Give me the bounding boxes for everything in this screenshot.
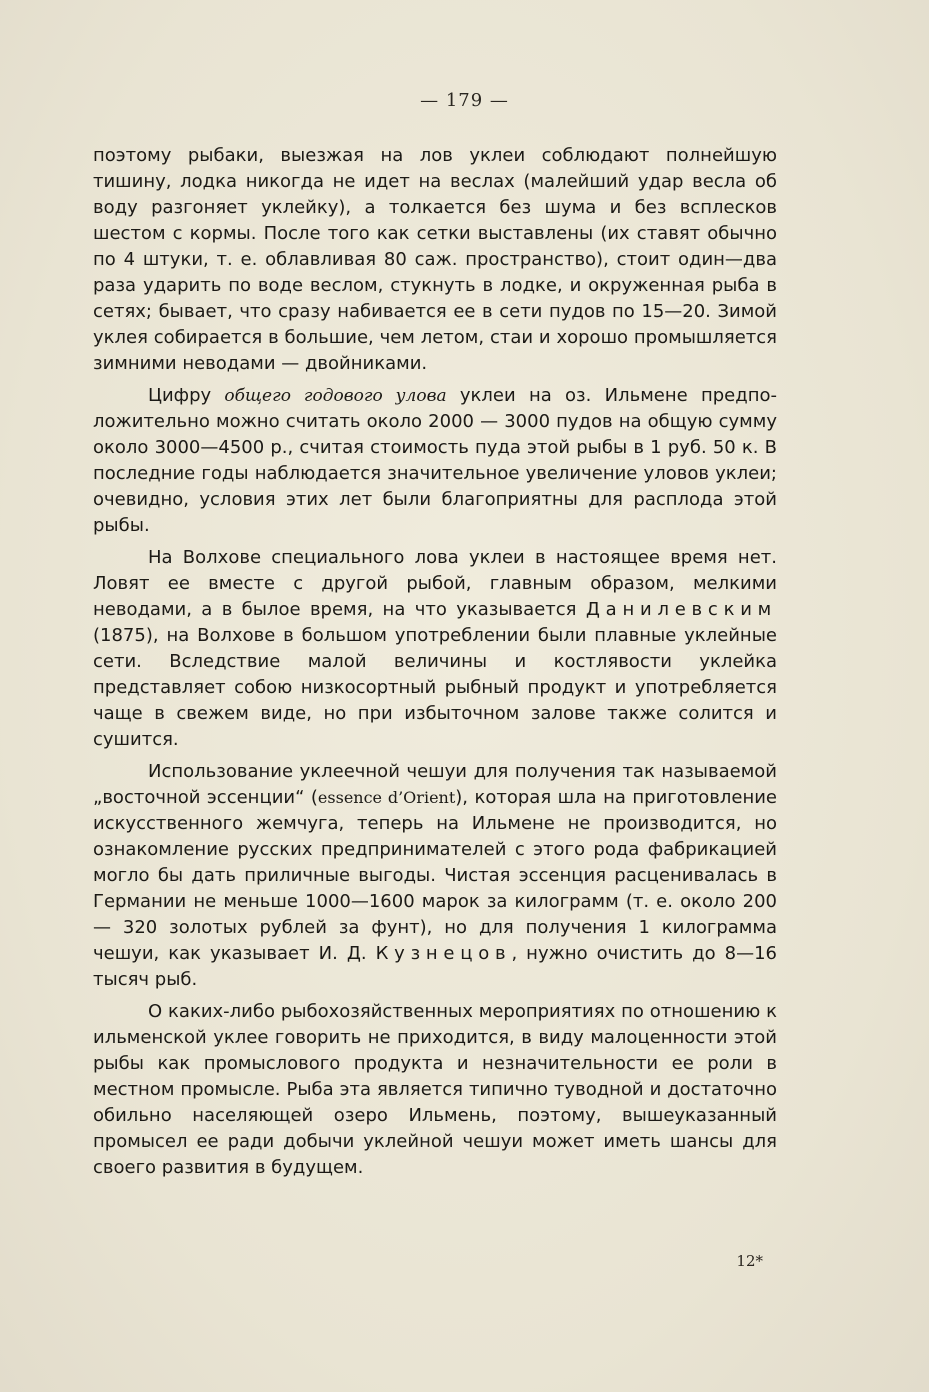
paragraph [93, 999, 777, 1181]
paragraph-text: О каких-либо рыбохозяйственных мероприятиях по отношению к ильменской уклее говорить не приходится, в виду малоценности этой рыбы как промыслового продукта и незначительности ее роли в местном промысле. Рыба эта является типично туводной и достаточно обильно населяющей озеро Ильмень, поэтому, вышеуказанный промысел ее ради добычи уклейной чешуи может иметь шансы для своего развития в будущем. [93, 1001, 777, 1178]
paragraph [93, 545, 777, 753]
paragraph [93, 383, 777, 539]
page-number: — 179 — [420, 90, 509, 111]
paragraph-text: Цифру [148, 385, 225, 406]
paragraph [93, 759, 777, 993]
paragraph [93, 143, 777, 377]
paragraph-text: Использование уклеечной чешуи для получения так называемой „восточной эссенции“ ( [93, 761, 777, 808]
signature-mark: 12* [736, 1252, 763, 1270]
paragraph-text: (1875), на Волхове в большом употреблении были плавные уклейные сети. Вследствие малой величины и костлявости уклейка представляет собою низкосортный рыбный продукт и употребляется чаще в свежем виде, но при избыточном залове также солится и сушится. [93, 625, 777, 750]
paragraph-text: На Волхове специального лова уклеи в настоящее время нет. Ловят ее вместе с другой рыбой, главным образом, мелкими неводами, а в былое время, на что указывается [93, 547, 777, 620]
paragraph-text: ), которая шла на приготовление искусственного жемчуга, теперь на Ильмене не производится, но ознакомление русских предпринимателей с этого рода фабрикацией могло бы дать приличные выгоды. Чистая эссенция расценивалась в Германии не меньше 1000—1600 марок за килограмм (т. е. около 200 — 320 золотых рублей за фунт), но для получения 1 килограмма чешуи, как указывает И. Д. [93, 787, 777, 964]
paragraph-text: поэтому рыбаки, выезжая на лов уклеи соблюдают полнейшую тишину, лодка никогда не идет на веслах (малейший удар весла об воду разгоняет уклейку), а толкается без шума и без всплесков шестом с кормы. После того как сетки выставлены (их ставят обычно по 4 штуки, т. е. облавливая 80 саж. пространство), стоит один—два раза ударить по воде веслом, стукнуть в лодке, и окруженная рыба в сетях; бывает, что сразу набивается ее в сети пудов по 15—20. Зимой уклея собирается в большие, чем летом, стаи и хорошо промышляется зимними неводами — двойниками. [93, 145, 777, 374]
paragraph-text: уклеи на оз. Ильмене предположительно можно считать около 2000 — 3000 пудов на общую сумму около 3000—4500 р., считая стоимость пуда этой рыбы в 1 руб. 50 к. В последние годы наблюдается значительное увеличение уловов уклеи; очевидно, условия этих лет были благоприятны для расплода этой рыбы. [93, 385, 777, 536]
author-name: Данилевским [585, 599, 777, 620]
paragraph-text: , нужно очистить до 8—16 тысяч рыб. [93, 943, 777, 990]
latin-term: essence d’Orient [317, 788, 456, 807]
author-name: Кузнецов [375, 943, 512, 964]
body-text [93, 143, 777, 1187]
italic-phrase: общего годового улова [224, 386, 447, 406]
